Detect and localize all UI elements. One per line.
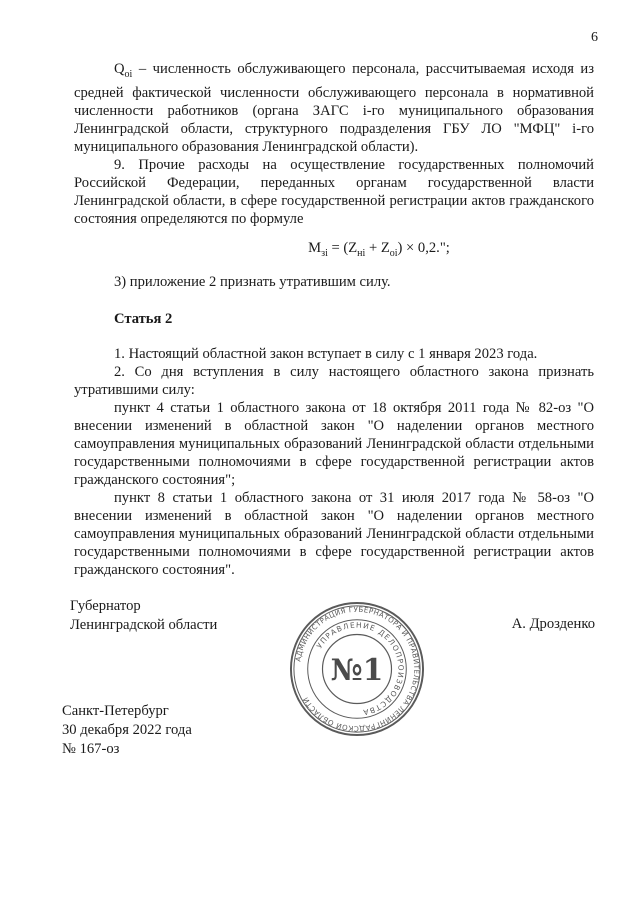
- law-number: № 167-оз: [62, 741, 120, 757]
- page-number: 6: [591, 30, 598, 45]
- place-date-number: [62, 702, 192, 759]
- official-seal-stamp: [288, 600, 426, 738]
- article-2-paragraph-3: пункт 4 статьи 1 областного закона от 18 октября 2011 года № 82-оз "О внесении изменений в областной закон "О наделении органов местного самоуправления муниципальных образований Ленинградской области отдельными государственными полномочиями в сфере государственной регистрации актов гражданского состояния";: [74, 399, 594, 488]
- law-date: 30 декабря 2022 года: [62, 722, 192, 738]
- stamp-center-number: №1: [330, 651, 384, 687]
- stamp-inner-text: УПРАВЛЕНИЕ ДЕЛОПРОИЗВОДСТВА: [314, 620, 406, 718]
- item-3-paragraph: 3) приложение 2 признать утратившим силу.: [114, 273, 391, 290]
- signatory-title-line-2: Ленинградской области: [70, 617, 218, 633]
- article-2-paragraph-2: 2. Со дня вступления в силу настоящего областного закона признать утратившими силу:: [74, 363, 594, 398]
- document-body: [74, 60, 594, 579]
- definition-symbol: $Q_{oi}$: [114, 61, 133, 80]
- formula: $M_{зi} = (Z_{нi} + Z_{oi}) \times 0,2$.";: [308, 239, 450, 259]
- item-9-paragraph: 9. Прочие расходы на осуществление государственных полномочий Российской Федерации, переданных органам государственной власти Ленинградской области, в сфере государственной регистрации актов гражданского состояния определяются по формуле: [74, 156, 594, 227]
- definition-paragraph: [74, 60, 594, 156]
- city: Санкт-Петербург: [62, 703, 169, 719]
- signatory-title-line-1: Губернатор: [70, 598, 141, 614]
- article-2-heading: Статья 2: [114, 310, 173, 327]
- stamp-ring-text: АДМИНИСТРАЦИЯ ГУБЕРНАТОРА И ПРАВИТЕЛЬСТВА ЛЕНИНГРАДСКОЙ ОБЛАСТИ: [293, 604, 422, 734]
- definition-text: – численность обслуживающего персонала, рассчитываемая исходя из средней фактической численности обслуживающего персонала в нормативной численности работников (органа ЗАГС i-го муниципального образования Ленинградской области, структурного подразделения ГБУ ЛО "МФЦ" i-го муниципального образования Ленинградской области).: [74, 61, 594, 155]
- signatory-name: А. Дрозденко: [511, 616, 595, 632]
- article-2-paragraph-1: 1. Настоящий областной закон вступает в силу с 1 января 2023 года.: [114, 345, 538, 362]
- signatory-title: [70, 597, 217, 635]
- article-2-paragraph-4: пункт 8 статьи 1 областного закона от 31 июля 2017 года № 58-оз "О внесении изменений в областной закон "О наделении органов местного самоуправления муниципальных образований Ленинградской области отдельными государственными полномочиями в сфере государственной регистрации актов гражданского состояния".: [74, 489, 594, 578]
